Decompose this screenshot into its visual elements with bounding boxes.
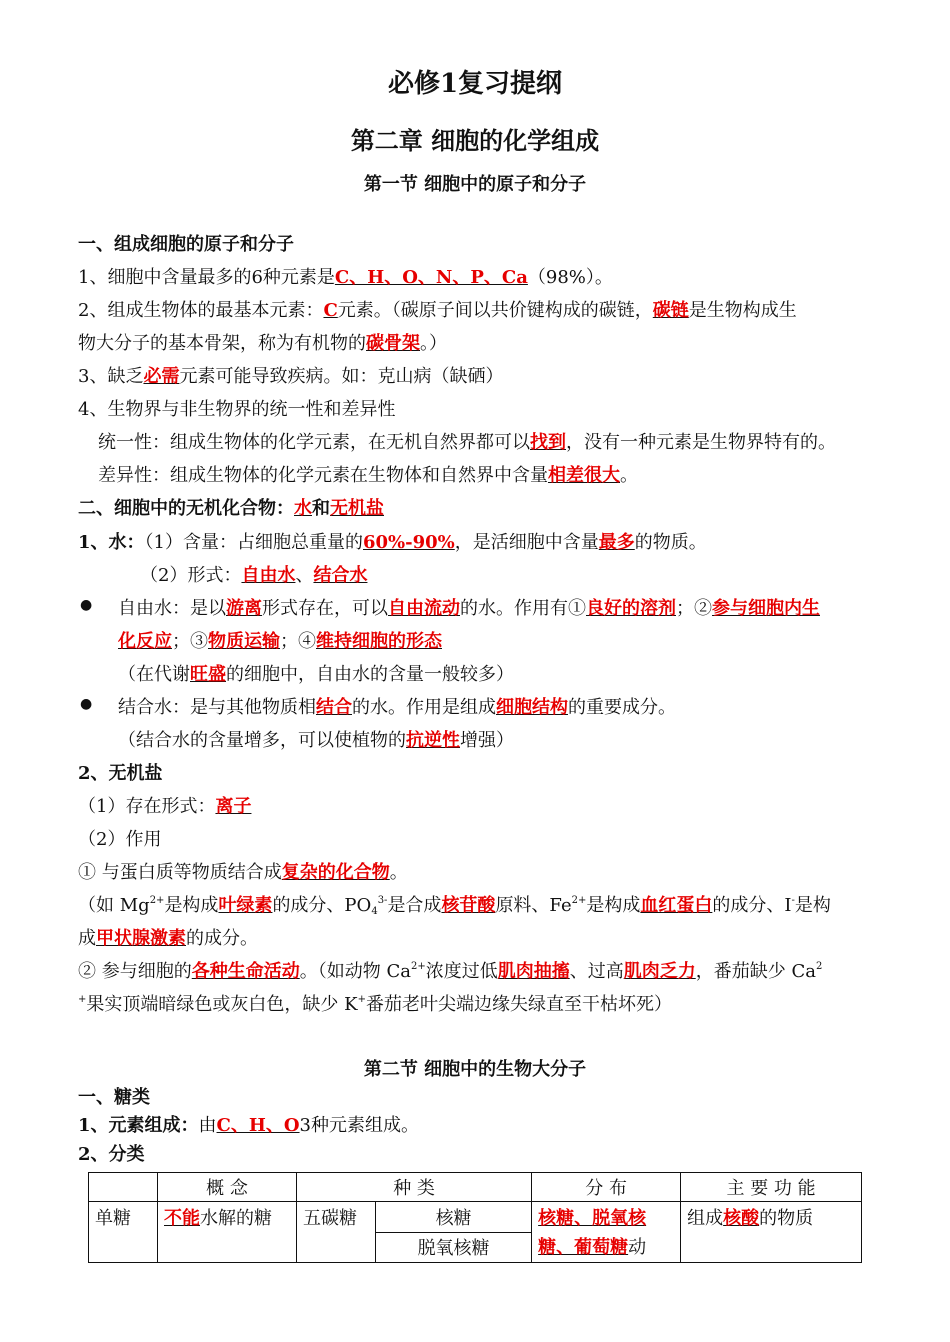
table-header-distribution: 分 布	[532, 1173, 681, 1202]
paragraph-salt-examples: （如 $Mg^{2+}$是构成叶绿素的成分、$PO_4^{3-}$是合成核苷酸原料、$Fe^{2+}$是构成血红蛋白的成分、I-是构	[78, 895, 831, 917]
table-cell-deoxyribose: 脱氧核糖	[376, 1232, 532, 1263]
paragraph-salt-function: （2）作用	[78, 829, 162, 850]
table-cell-concept: 不能水解的糖	[158, 1202, 297, 1263]
table-cell-kind: 五碳糖	[297, 1202, 376, 1263]
table-cell-row-label: 单糖	[89, 1202, 158, 1263]
table-cell-ribose: 核糖	[376, 1202, 532, 1233]
paragraph-bound-water: 结合水：是与其他物质相结合的水。作用是组成细胞结构的重要成分。	[118, 697, 676, 718]
paragraph-carbon-skeleton: 物大分子的基本骨架，称为有机物的碳骨架。）	[78, 333, 447, 354]
paragraph-unity-diversity: 4、生物界与非生物界的统一性和差异性	[78, 399, 396, 420]
heading-atoms-molecules: 一、组成细胞的原子和分子	[78, 234, 294, 255]
table-header-kind: 种 类	[297, 1173, 532, 1202]
paragraph-six-elements: 1、细胞中含量最多的6种元素是C、H、O、N、P、Ca（98%）。	[78, 267, 613, 288]
heading-sugars: 一、糖类	[78, 1087, 150, 1108]
paragraph-difference: 差异性：组成生物体的化学元素在生物体和自然界中含量相差很大。	[98, 465, 638, 486]
table-cell-distribution: 核糖、脱氧核 糖、葡萄糖动	[532, 1202, 681, 1263]
heading-sugar-classification: 2、分类	[78, 1144, 145, 1165]
paragraph-salt-thyroid: 成甲状腺激素的成分。	[78, 928, 258, 949]
paragraph-free-water: 自由水：是以游离形式存在，可以自由流动的水。作用有①良好的溶剂；②参与细胞内生	[118, 598, 820, 619]
paragraph-essential-elements: 3、缺乏必需元素可能导致疾病。如：克山病（缺硒）	[78, 366, 504, 387]
section-title-1: 第一节 细胞中的原子和分子	[363, 174, 587, 195]
table-header-concept: 概 念	[158, 1173, 297, 1202]
paragraph-salt-form: （1）存在形式：离子	[78, 796, 252, 817]
bullet-icon: ●	[80, 696, 93, 712]
paragraph-sugar-elements: 1、元素组成：由C、H、O3种元素组成。	[78, 1115, 419, 1136]
page-title: 必修1复习提纲	[387, 69, 563, 99]
paragraph-salt-compounds: ① 与蛋白质等物质结合成复杂的化合物。	[78, 862, 408, 883]
paragraph-water-forms: （2）形式：自由水、结合水	[140, 565, 368, 586]
paragraph-water-content: 1、水：（1）含量：占细胞总重量的60%-90%，是活细胞中含量最多的物质。	[78, 532, 707, 553]
paragraph-unity: 统一性：组成生物体的化学元素，在无机自然界都可以找到，没有一种元素是生物界特有的。	[98, 432, 836, 453]
section-title-2: 第二节 细胞中的生物大分子	[363, 1059, 587, 1080]
sugar-classification-table	[88, 1172, 862, 1263]
paragraph-bound-water-note: （结合水的含量增多，可以使植物的抗逆性增强）	[118, 730, 514, 751]
table-header-function: 主 要 功 能	[681, 1173, 862, 1202]
heading-inorganic-compounds: 二、细胞中的无机化合物：水和无机盐	[78, 498, 384, 519]
table-header-empty	[89, 1173, 158, 1202]
paragraph-salt-life-activity: ② 参与细胞的各种生命活动。（如动物 $Ca^{2+}$浓度过低肌肉抽搐、过高肌肉乏力，番茄缺少 Ca$^2$	[78, 961, 823, 982]
table-row	[89, 1202, 862, 1233]
table-cell-function: 组成核酸的物质	[681, 1202, 862, 1263]
paragraph-basic-element: 2、组成生物体的最基本元素：C元素。（碳原子间以共价键构成的碳链，碳链是生物构成生	[78, 300, 797, 321]
paragraph-salt-tomato: +果实顶端暗绿色或灰白色，缺少 K+番茄老叶尖端边缘失绿直至干枯坏死）	[78, 994, 672, 1015]
chapter-title: 第二章 细胞的化学组成	[350, 126, 600, 155]
bullet-icon: ●	[80, 597, 93, 613]
table-header-row	[89, 1173, 862, 1202]
heading-inorganic-salts: 2、无机盐	[78, 763, 163, 784]
paragraph-free-water-note: （在代谢旺盛的细胞中，自由水的含量一般较多）	[118, 664, 514, 685]
paragraph-free-water-cont: 化反应；③物质运输；④维持细胞的形态	[118, 631, 442, 652]
